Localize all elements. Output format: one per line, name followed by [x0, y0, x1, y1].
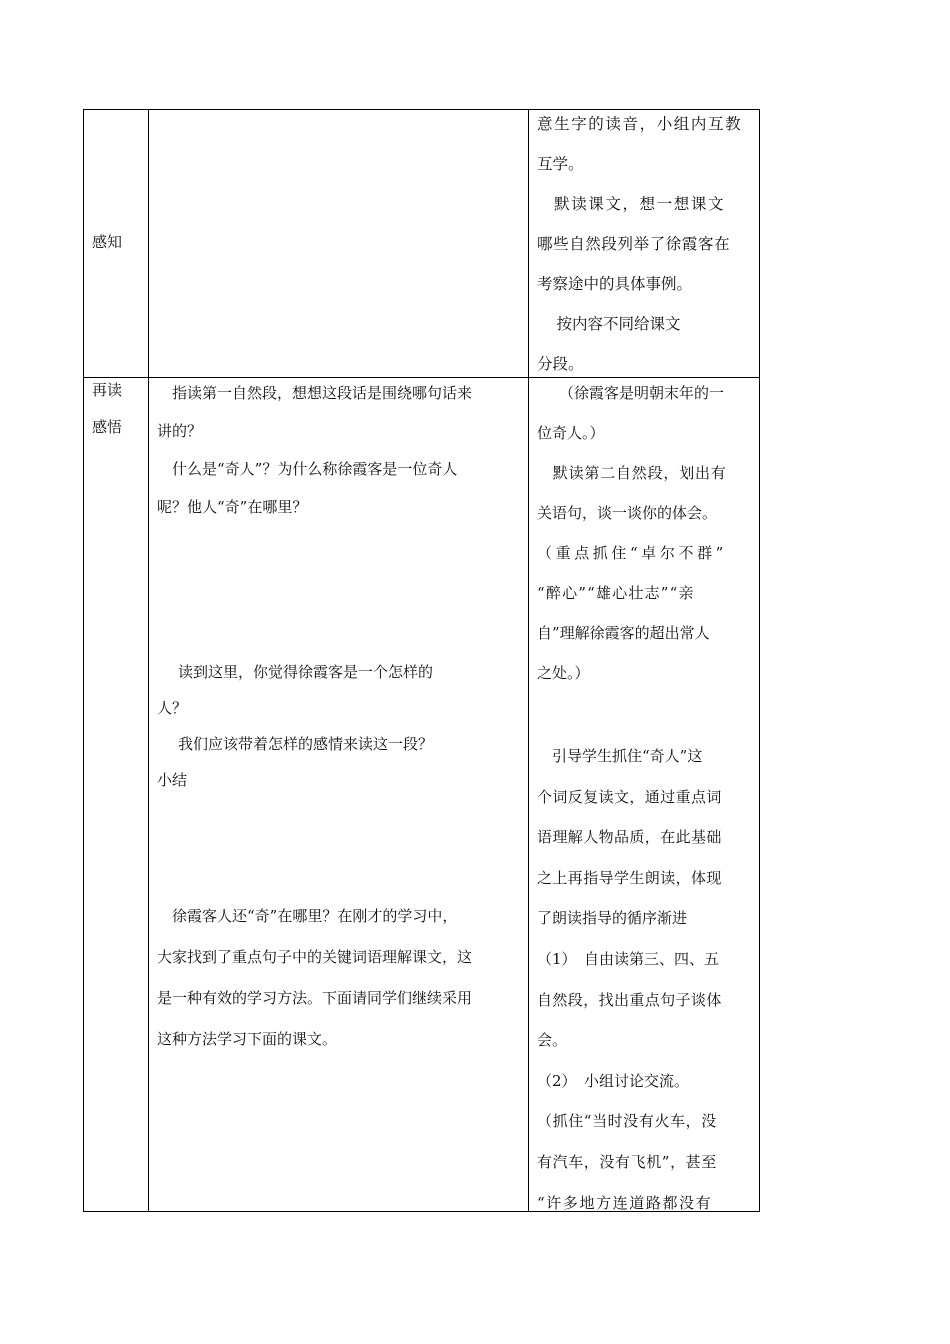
student-line: （1） 自由读第三、四、五 [537, 949, 720, 968]
student-block-1 [537, 373, 727, 693]
student-line: 了朗读指导的循序渐进 [537, 909, 688, 928]
student-line: 默读第二自然段，划出有 [537, 464, 727, 482]
row-label-text: 再读 [92, 381, 123, 399]
student-line: 考察途中的具体事例。 [537, 275, 693, 293]
student-line: 语理解人物品质，在此基础 [537, 828, 722, 847]
teacher-line: 徐霞客人还“奇”在哪里？在刚才的学习中， [157, 907, 458, 925]
student-line: 意生字的读音，小组内互教 [537, 115, 743, 133]
student-line: 之处。） [537, 664, 590, 682]
teacher-line: 是一种有效的学习方法。下面请同学们继续采用 [157, 989, 473, 1007]
teacher-block-1 [157, 374, 472, 526]
teacher-line: 呢？他人“奇”在哪里？ [157, 498, 308, 516]
row-label-text: 感知 [92, 233, 123, 251]
table-column-divider-1 [148, 109, 149, 1212]
student-line: 自”理解徐霞客的超出常人 [537, 624, 710, 642]
teacher-block-2 [157, 654, 433, 798]
teacher-line: 这种方法学习下面的课文。 [157, 1030, 338, 1048]
student-line: 自然段，找出重点句子谈体 [537, 990, 722, 1009]
teacher-line: 小结 [157, 771, 188, 789]
student-line: 引导学生抓住“奇人”这 [537, 747, 703, 765]
row2-label [92, 372, 122, 446]
student-line: （2） 小组讨论交流。 [537, 1071, 690, 1090]
student-line: 位奇人。） [537, 424, 605, 442]
teacher-line: 讲的？ [157, 422, 203, 440]
student-line: 默读课文，想一想课文 [537, 195, 726, 213]
student-line: 哪些自然段列举了徐霞客在 [537, 235, 731, 253]
student-line: 分段。 [537, 355, 584, 373]
student-line: “许多地方连道路都没有 [537, 1193, 713, 1212]
teacher-line: 大家找到了重点句子中的关键词语理解课文，这 [157, 948, 473, 966]
student-line: 按内容不同给课文 [541, 315, 681, 333]
teacher-line: 读到这里，你觉得徐霞客是一个怎样的 [163, 663, 434, 681]
table-border-right [759, 109, 760, 1212]
student-line: 有汽车，没有飞机”，甚至 [537, 1152, 717, 1171]
student-line: “醉心”“雄心壮志”“亲 [537, 584, 695, 602]
teacher-line: 指读第一自然段，想想这段话是围绕哪句话来 [157, 384, 473, 402]
student-block-2 [537, 736, 722, 1223]
table-border-left [83, 109, 84, 1212]
student-line: （重点抓住“卓尔不群” [537, 544, 727, 562]
table-column-divider-2 [528, 109, 529, 1212]
teacher-line: 什么是“奇人”？为什么称徐霞客是一位奇人 [157, 460, 458, 478]
row1-student-cell [537, 104, 742, 384]
student-line: 个词反复读文，通过重点词 [537, 787, 722, 806]
row-label-text: 感悟 [92, 418, 123, 436]
teacher-line: 人？ [157, 699, 188, 717]
student-line: （抓住“当时没有火车，没 [537, 1112, 717, 1131]
student-line: 关语句，谈一谈你的体会。 [537, 504, 718, 522]
student-line: 互学。 [537, 155, 584, 173]
row1-label [92, 222, 122, 262]
teacher-block-3 [157, 896, 472, 1060]
student-line: 之上再指导学生朗读，体现 [537, 868, 722, 887]
student-line: （徐霞客是明朝末年的一 [559, 384, 725, 402]
student-line: 会。 [537, 1031, 568, 1050]
teacher-line: 我们应该带着怎样的感情来读这一段？ [163, 735, 434, 753]
